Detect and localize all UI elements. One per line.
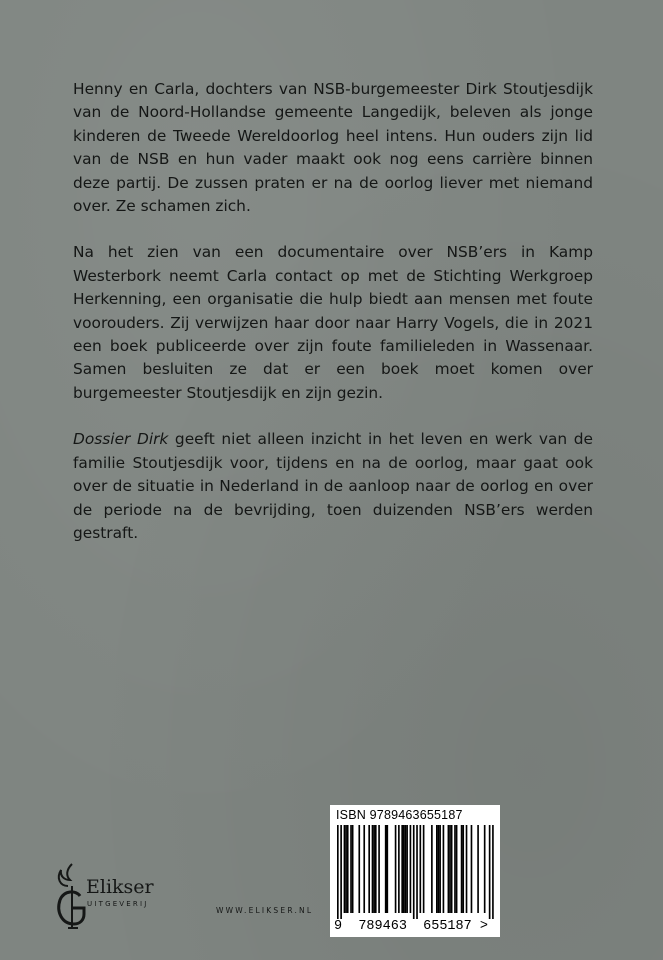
barcode-bar	[456, 825, 458, 913]
barcode-bar	[439, 825, 441, 913]
barcode-bar	[448, 825, 450, 913]
barcode-bar	[352, 825, 354, 913]
barcode-bar	[406, 825, 408, 913]
barcode-bar	[340, 825, 342, 919]
barcode-bar	[347, 825, 349, 913]
barcode-bar	[454, 825, 456, 913]
barcode-bar	[471, 825, 473, 913]
barcode-bar	[373, 825, 375, 913]
barcode-bar	[410, 825, 412, 913]
publisher-subtitle: UITGEVERIJ	[87, 900, 149, 908]
barcode-bar	[477, 825, 479, 913]
barcode-bar	[466, 825, 468, 913]
barcode-bar	[398, 825, 400, 913]
barcode-bar	[350, 825, 352, 913]
barcode-bar	[358, 825, 360, 913]
barcode-bar	[443, 825, 445, 913]
blurb-paragraph-1: Henny en Carla, dochters van NSB-burgemeester Dirk Stoutjesdijk van de Noord-Hollandse gemeente Langedijk, beleven als jonge kinderen de Tweede Wereldoorlog heel intens. Hun ouders zijn lid van de NSB en hun vader maakt ook nog eens carrière binnen deze partij. De zussen praten er na de oorlog liever met niemand over. Ze schamen zich.	[73, 80, 593, 216]
ean-right-digits: 655187	[423, 919, 472, 934]
ean-left-digits: 789463	[358, 919, 407, 934]
book-title-inline: Dossier Dirk	[73, 430, 169, 449]
barcode-bar	[401, 825, 403, 913]
barcode-bar	[413, 825, 415, 919]
blurb-paragraph-3	[73, 428, 593, 545]
barcode-bar	[344, 825, 346, 913]
ean-digits	[334, 919, 488, 934]
publisher-name: Elikser	[86, 876, 154, 898]
ean-quiet-zone-marker: >	[479, 919, 488, 934]
barcode-bar	[451, 825, 453, 913]
barcode-bar	[385, 825, 387, 913]
barcode-bar	[405, 825, 407, 913]
publisher-website: WWW.ELIKSER.NL	[216, 906, 314, 915]
barcode-bar	[375, 825, 377, 913]
barcode-bar	[423, 825, 425, 913]
barcode-bar	[462, 825, 464, 913]
barcode-bar	[431, 825, 433, 913]
barcode-bar	[337, 825, 339, 919]
blurb-text	[73, 78, 593, 568]
barcode-bar	[416, 825, 418, 919]
isbn-label: ISBN 9789463655187	[336, 808, 463, 822]
barcode-bar	[395, 825, 397, 913]
barcode-bar	[461, 825, 463, 913]
barcode-bar	[368, 825, 370, 913]
barcode-bar	[345, 825, 347, 913]
barcode-bar	[438, 825, 440, 913]
barcode-bar	[492, 825, 494, 919]
barcode-bar	[403, 825, 405, 913]
barcode-bar	[436, 825, 438, 913]
barcode-bar	[372, 825, 374, 913]
barcode-bar	[387, 825, 389, 913]
barcode-bar	[449, 825, 451, 913]
barcode-bar	[363, 825, 365, 913]
blurb-paragraph-3-rest: geeft niet alleen inzicht in het leven en werk van de familie Stoutjesdijk voor, tijdens en na de oorlog, maar gaat ook over de situatie in Nederland in de aanloop naar de oorlog en over de periode na de bevrijding, toen duizenden NSB’ers werden gestraft.	[73, 430, 594, 542]
barcode-bar	[489, 825, 491, 919]
barcode-bar	[484, 825, 486, 913]
ean13-barcode	[334, 825, 496, 919]
barcode-bar	[378, 825, 380, 913]
blurb-paragraph-2: Na het zien van een documentaire over NSB’ers in Kamp Westerbork neemt Carla contact op met de Stichting Werkgroep Herkenning, een organisatie die hulp biedt aan mensen met foute voorouders. Zij verwijzen haar door naar Harry Vogels, die in 2021 een boek publiceerde over zijn foute familieleden in Wassenaar. Samen besluiten ze dat er een boek moet komen over burgemeester Stoutjesdijk en zijn gezin.	[73, 243, 593, 402]
isbn-barcode-box	[330, 805, 500, 937]
barcode-bar	[420, 825, 422, 913]
ean-first-digit: 9	[334, 919, 343, 934]
elikser-logo-icon	[52, 862, 88, 932]
